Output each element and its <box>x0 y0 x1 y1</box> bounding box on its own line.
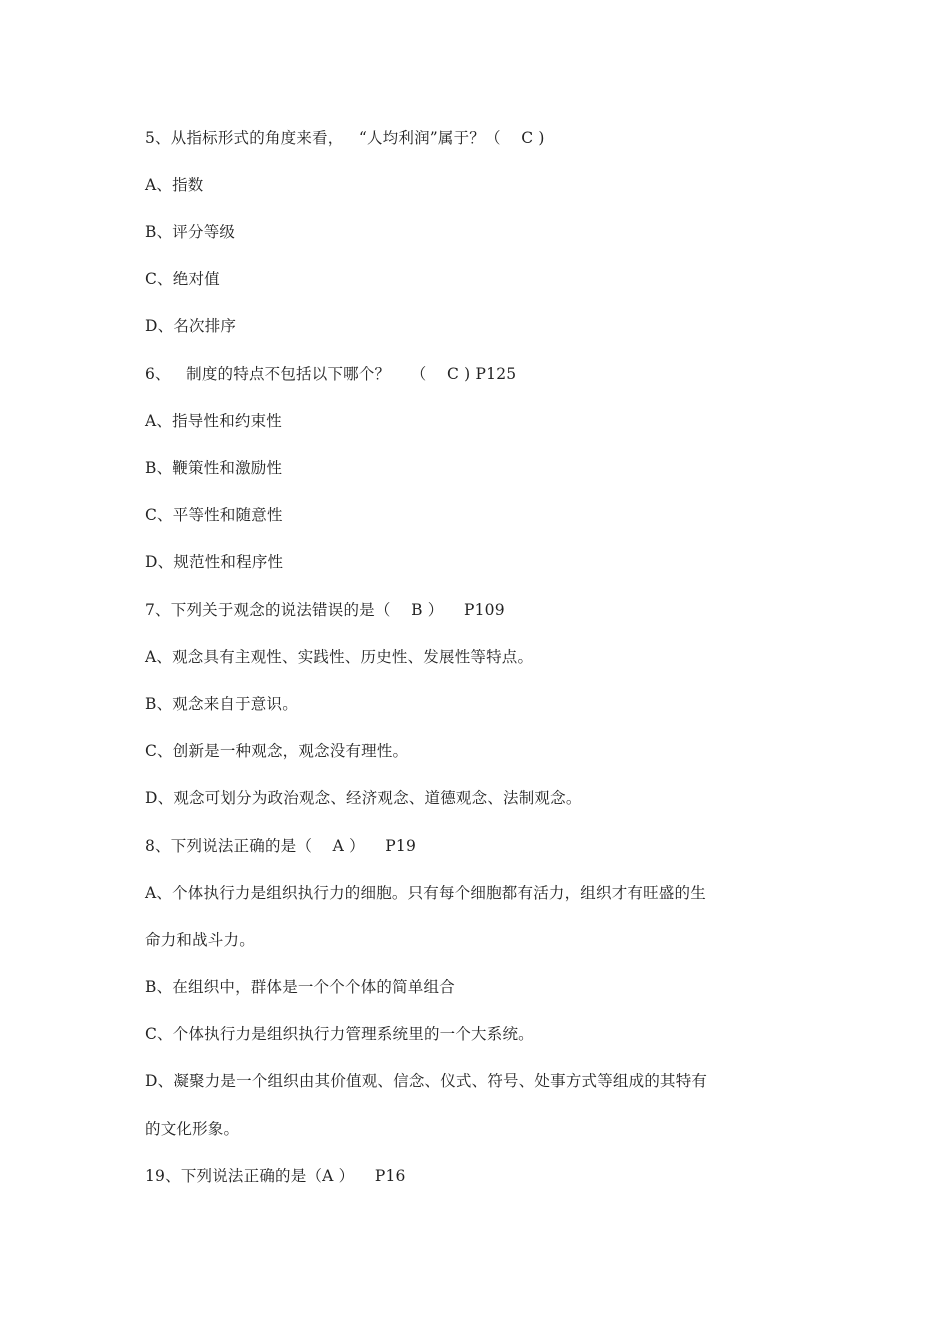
question-8-option-d: D、凝聚力是一个组织由其价值观、信念、仪式、符号、处事方式等组成的其特有 <box>145 1072 708 1090</box>
question-6-option-d: D、规范性和程序性 <box>145 553 284 571</box>
question-8-option-d-continued: 的文化形象。 <box>145 1120 240 1138</box>
question-8-option-a-continued: 命力和战斗力。 <box>145 931 255 949</box>
question-7-option-a: A、观念具有主观性、实践性、历史性、发展性等特点。 <box>145 648 534 666</box>
question-5-option-a: A、指数 <box>145 176 204 194</box>
question-6-stem: 6、 制度的特点不包括以下哪个？ （ C ) P125 <box>145 365 517 383</box>
question-7-stem: 7、下列关于观念的说法错误的是（ B ） P109 <box>145 601 505 619</box>
question-5-option-c: C、绝对值 <box>145 270 220 288</box>
question-8-stem: 8、下列说法正确的是（ A ） P19 <box>145 837 417 855</box>
question-8-option-c: C、个体执行力是组织执行力管理系统里的一个大系统。 <box>145 1025 534 1043</box>
question-6-option-c: C、平等性和随意性 <box>145 506 283 524</box>
question-6-option-a: A、指导性和约束性 <box>145 412 282 430</box>
question-7-option-b: B、观念来自于意识。 <box>145 695 298 713</box>
question-7-option-d: D、观念可划分为政治观念、经济观念、道德观念、法制观念。 <box>145 789 582 807</box>
question-5-stem: 5、从指标形式的角度来看， “人均利润”属于？（ C ) <box>145 129 545 147</box>
question-8-option-a: A、个体执行力是组织执行力的细胞。只有每个细胞都有活力，组织才有旺盛的生 <box>145 884 706 902</box>
question-6-option-b: B、鞭策性和激励性 <box>145 459 283 477</box>
question-19-stem: 19、下列说法正确的是（A ） P16 <box>145 1167 406 1185</box>
question-8-option-b: B、在组织中，群体是一个个个体的简单组合 <box>145 978 455 996</box>
question-5-option-b: B、评分等级 <box>145 223 236 241</box>
question-7-option-c: C、创新是一种观念，观念没有理性。 <box>145 742 409 760</box>
question-5-option-d: D、名次排序 <box>145 317 237 335</box>
